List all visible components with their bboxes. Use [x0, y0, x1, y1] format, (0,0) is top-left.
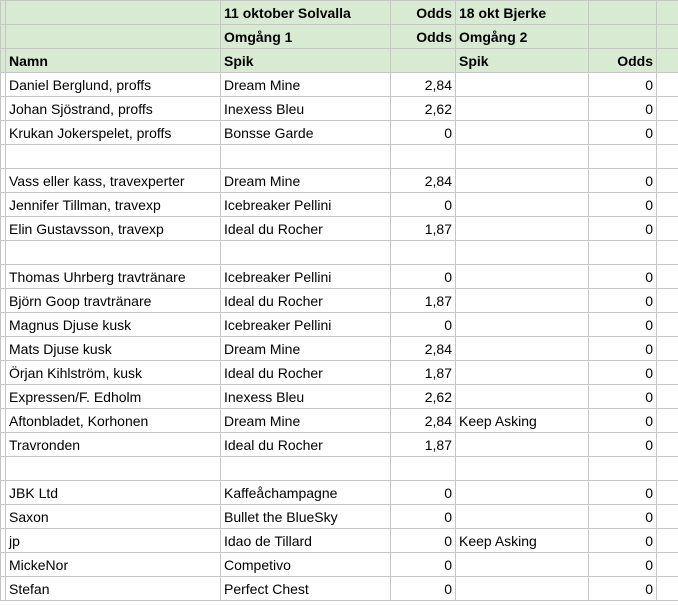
- cell[interactable]: [589, 25, 657, 49]
- name-cell[interactable]: Aftonbladet, Korhonen: [6, 409, 221, 433]
- cell[interactable]: [657, 481, 678, 505]
- spik-2-cell[interactable]: [456, 457, 589, 481]
- odds-2-cell[interactable]: [589, 145, 657, 169]
- cell[interactable]: [657, 361, 678, 385]
- spik-2-cell[interactable]: [456, 73, 589, 97]
- cell[interactable]: [657, 25, 678, 49]
- cell[interactable]: [657, 433, 678, 457]
- spik-2-cell[interactable]: [456, 313, 589, 337]
- cell[interactable]: [657, 265, 678, 289]
- event-title-round-1[interactable]: 11 oktober Solvalla: [221, 1, 391, 25]
- table-row: [1, 409, 678, 433]
- header-row-round: [1, 25, 678, 49]
- odds-1-cell[interactable]: [391, 241, 456, 265]
- spik-1-cell[interactable]: Icebreaker Pellini: [221, 193, 391, 217]
- spik-2-cell[interactable]: [456, 433, 589, 457]
- cell[interactable]: [657, 121, 678, 145]
- table-row: [1, 73, 678, 97]
- table-row: [1, 313, 678, 337]
- spik-1-cell[interactable]: [221, 145, 391, 169]
- odds-header[interactable]: Odds: [391, 1, 456, 25]
- table-row: [1, 577, 678, 601]
- odds-2-cell[interactable]: 0: [589, 433, 657, 457]
- spik-2-cell[interactable]: [456, 481, 589, 505]
- name-cell[interactable]: MickeNor: [6, 553, 221, 577]
- cell[interactable]: [657, 193, 678, 217]
- name-cell[interactable]: Örjan Kihlström, kusk: [6, 361, 221, 385]
- cell[interactable]: [657, 241, 678, 265]
- table-row: [1, 169, 678, 193]
- spik-2-cell[interactable]: [456, 385, 589, 409]
- odds-2-cell[interactable]: 0: [589, 553, 657, 577]
- cell[interactable]: [657, 385, 678, 409]
- name-cell[interactable]: JBK Ltd: [6, 481, 221, 505]
- header-row-event: [1, 1, 678, 25]
- odds-1-cell[interactable]: 2,62: [391, 385, 456, 409]
- spik-1-cell[interactable]: Inexess Bleu: [221, 385, 391, 409]
- column-header-spik-1[interactable]: Spik: [221, 49, 391, 73]
- name-cell[interactable]: Johan Sjöstrand, proffs: [6, 97, 221, 121]
- odds-1-cell[interactable]: 2,84: [391, 337, 456, 361]
- spreadsheet-body: [1, 1, 678, 601]
- odds-1-cell[interactable]: 0: [391, 481, 456, 505]
- odds-2-cell[interactable]: 0: [589, 193, 657, 217]
- table-row: [1, 121, 678, 145]
- spik-2-cell[interactable]: [456, 121, 589, 145]
- cell[interactable]: [6, 25, 221, 49]
- spik-1-cell[interactable]: Ideal du Rocher: [221, 217, 391, 241]
- odds-2-cell[interactable]: 0: [589, 97, 657, 121]
- round-1-label[interactable]: Omgång 1: [221, 25, 391, 49]
- odds-1-cell[interactable]: 0: [391, 505, 456, 529]
- spik-2-cell[interactable]: [456, 361, 589, 385]
- spik-1-cell[interactable]: Idao de Tillard: [221, 529, 391, 553]
- cell[interactable]: [391, 49, 456, 73]
- table-row: [1, 385, 678, 409]
- spik-2-cell[interactable]: [456, 169, 589, 193]
- spik-1-cell[interactable]: Dream Mine: [221, 169, 391, 193]
- name-cell[interactable]: Krukan Jokerspelet, proffs: [6, 121, 221, 145]
- spik-1-cell[interactable]: Perfect Chest: [221, 577, 391, 601]
- cell[interactable]: [657, 313, 678, 337]
- table-row: [1, 217, 678, 241]
- spik-1-cell[interactable]: Icebreaker Pellini: [221, 313, 391, 337]
- spik-2-cell[interactable]: [456, 217, 589, 241]
- cell[interactable]: [657, 217, 678, 241]
- spik-2-cell[interactable]: [456, 241, 589, 265]
- odds-1-cell[interactable]: 0: [391, 577, 456, 601]
- odds-1-cell[interactable]: [391, 145, 456, 169]
- cell[interactable]: [657, 49, 678, 73]
- cell[interactable]: [657, 97, 678, 121]
- spik-2-cell[interactable]: [456, 193, 589, 217]
- cell[interactable]: [657, 553, 678, 577]
- spik-2-cell[interactable]: [456, 145, 589, 169]
- odds-1-cell[interactable]: 0: [391, 193, 456, 217]
- odds-1-cell[interactable]: 0: [391, 313, 456, 337]
- blank-row: [1, 457, 678, 481]
- table-row: [1, 361, 678, 385]
- spik-2-cell[interactable]: [456, 337, 589, 361]
- spik-1-cell[interactable]: Competivo: [221, 553, 391, 577]
- name-cell[interactable]: Mats Djuse kusk: [6, 337, 221, 361]
- name-cell[interactable]: jp: [6, 529, 221, 553]
- table-row: [1, 553, 678, 577]
- spik-2-cell[interactable]: Keep Asking: [456, 529, 589, 553]
- spik-1-cell[interactable]: Dream Mine: [221, 73, 391, 97]
- cell[interactable]: [657, 457, 678, 481]
- column-header-name[interactable]: Namn: [6, 49, 221, 73]
- odds-2-cell[interactable]: 0: [589, 409, 657, 433]
- spik-2-cell[interactable]: [456, 505, 589, 529]
- table-row: [1, 433, 678, 457]
- blank-row: [1, 241, 678, 265]
- name-cell[interactable]: Björn Goop travtränare: [6, 289, 221, 313]
- odds-1-cell[interactable]: 2,84: [391, 169, 456, 193]
- spik-2-cell[interactable]: Keep Asking: [456, 409, 589, 433]
- spik-1-cell[interactable]: Dream Mine: [221, 337, 391, 361]
- name-cell[interactable]: [6, 457, 221, 481]
- odds-2-cell[interactable]: 0: [589, 481, 657, 505]
- table-row: [1, 505, 678, 529]
- table-row: [1, 289, 678, 313]
- odds-2-cell[interactable]: 0: [589, 385, 657, 409]
- odds-1-cell[interactable]: 0: [391, 529, 456, 553]
- odds-2-cell[interactable]: 0: [589, 265, 657, 289]
- spik-1-cell[interactable]: [221, 241, 391, 265]
- odds-1-cell[interactable]: 0: [391, 121, 456, 145]
- cell[interactable]: [657, 169, 678, 193]
- odds-1-cell[interactable]: [391, 457, 456, 481]
- spik-1-cell[interactable]: Icebreaker Pellini: [221, 265, 391, 289]
- table-row: [1, 265, 678, 289]
- cell[interactable]: [657, 1, 678, 25]
- spik-1-cell[interactable]: Bullet the BlueSky: [221, 505, 391, 529]
- odds-2-cell[interactable]: 0: [589, 313, 657, 337]
- spik-1-cell[interactable]: Kaffeåchampagne: [221, 481, 391, 505]
- odds-2-cell[interactable]: 0: [589, 73, 657, 97]
- spik-1-cell[interactable]: Dream Mine: [221, 409, 391, 433]
- odds-header[interactable]: Odds: [391, 25, 456, 49]
- odds-2-cell[interactable]: 0: [589, 577, 657, 601]
- name-cell[interactable]: Daniel Berglund, proffs: [6, 73, 221, 97]
- table-row: [1, 97, 678, 121]
- odds-2-cell[interactable]: 0: [589, 361, 657, 385]
- name-cell[interactable]: Elin Gustavsson, travexp: [6, 217, 221, 241]
- name-cell[interactable]: [6, 241, 221, 265]
- odds-2-cell[interactable]: 0: [589, 505, 657, 529]
- odds-1-cell[interactable]: 2,84: [391, 409, 456, 433]
- spik-2-cell[interactable]: [456, 97, 589, 121]
- odds-2-cell[interactable]: 0: [589, 169, 657, 193]
- table-row: [1, 529, 678, 553]
- table-row: [1, 337, 678, 361]
- odds-1-cell[interactable]: 0: [391, 553, 456, 577]
- odds-1-cell[interactable]: 2,84: [391, 73, 456, 97]
- cell[interactable]: [657, 337, 678, 361]
- cell[interactable]: [657, 289, 678, 313]
- odds-1-cell[interactable]: 1,87: [391, 433, 456, 457]
- table-row: [1, 193, 678, 217]
- spik-2-cell[interactable]: [456, 289, 589, 313]
- round-2-label[interactable]: Omgång 2: [456, 25, 589, 49]
- odds-2-cell[interactable]: [589, 457, 657, 481]
- odds-2-cell[interactable]: [589, 241, 657, 265]
- odds-1-cell[interactable]: 1,87: [391, 217, 456, 241]
- column-header-spik-2[interactable]: Spik: [456, 49, 589, 73]
- spik-2-cell[interactable]: [456, 553, 589, 577]
- spik-1-cell[interactable]: [221, 457, 391, 481]
- event-title-round-2[interactable]: 18 okt Bjerke: [456, 1, 589, 25]
- spik-2-cell[interactable]: [456, 265, 589, 289]
- spik-1-cell[interactable]: Inexess Bleu: [221, 97, 391, 121]
- odds-2-cell[interactable]: 0: [589, 529, 657, 553]
- cell[interactable]: [657, 73, 678, 97]
- odds-1-cell[interactable]: 1,87: [391, 289, 456, 313]
- column-header-odds-2[interactable]: Odds: [589, 49, 657, 73]
- name-cell[interactable]: Thomas Uhrberg travtränare: [6, 265, 221, 289]
- odds-2-cell[interactable]: 0: [589, 289, 657, 313]
- odds-1-cell[interactable]: 1,87: [391, 361, 456, 385]
- name-cell[interactable]: Jennifer Tillman, travexp: [6, 193, 221, 217]
- odds-2-cell[interactable]: 0: [589, 217, 657, 241]
- name-cell[interactable]: Vass eller kass, travexperter: [6, 169, 221, 193]
- blank-row: [1, 145, 678, 169]
- cell[interactable]: [657, 409, 678, 433]
- odds-2-cell[interactable]: 0: [589, 337, 657, 361]
- odds-2-cell[interactable]: 0: [589, 121, 657, 145]
- cell[interactable]: [657, 145, 678, 169]
- name-cell[interactable]: [6, 145, 221, 169]
- name-cell[interactable]: Expressen/F. Edholm: [6, 385, 221, 409]
- spik-1-cell[interactable]: Ideal du Rocher: [221, 289, 391, 313]
- name-cell[interactable]: Saxon: [6, 505, 221, 529]
- cell[interactable]: [657, 529, 678, 553]
- name-cell[interactable]: Magnus Djuse kusk: [6, 313, 221, 337]
- cell[interactable]: [657, 577, 678, 601]
- spik-1-cell[interactable]: Bonsse Garde: [221, 121, 391, 145]
- spik-1-cell[interactable]: Ideal du Rocher: [221, 433, 391, 457]
- odds-1-cell[interactable]: 0: [391, 265, 456, 289]
- spik-2-cell[interactable]: [456, 577, 589, 601]
- odds-1-cell[interactable]: 2,62: [391, 97, 456, 121]
- table-row: [1, 481, 678, 505]
- cell[interactable]: [657, 505, 678, 529]
- cell[interactable]: [589, 1, 657, 25]
- header-row-columns: [1, 49, 678, 73]
- spik-1-cell[interactable]: Ideal du Rocher: [221, 361, 391, 385]
- name-cell[interactable]: Stefan: [6, 577, 221, 601]
- name-cell[interactable]: Travronden: [6, 433, 221, 457]
- cell[interactable]: [6, 1, 221, 25]
